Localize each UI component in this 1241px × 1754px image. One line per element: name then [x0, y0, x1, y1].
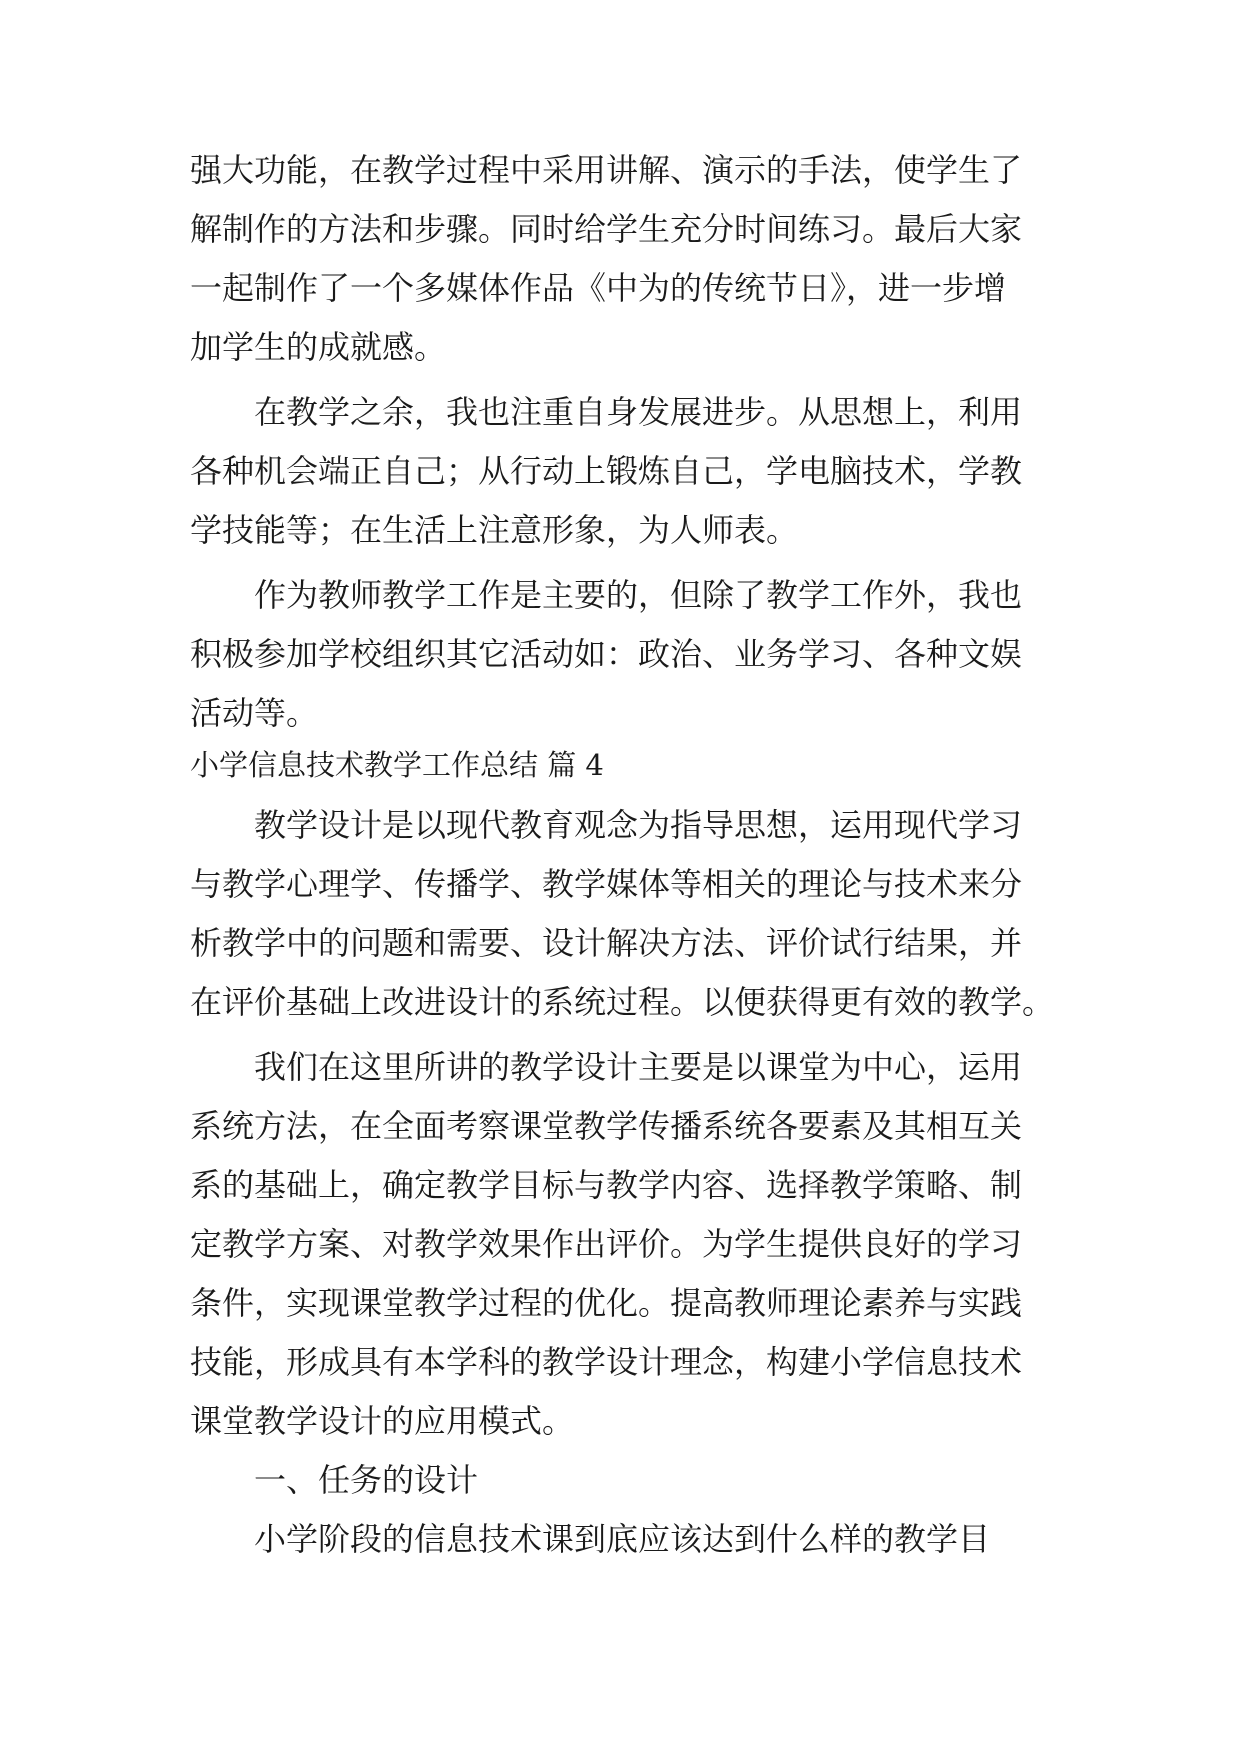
text-line: 条件，实现课堂教学过程的优化。提高教师理论素养与实践: [190, 1284, 1023, 1322]
text-line: 解制作的方法和步骤。同时给学生充分时间练习。最后大家: [190, 210, 1023, 248]
subheading: 一、任务的设计: [254, 1461, 479, 1499]
text-line: 作为教师教学工作是主要的，但除了教学工作外，我也: [254, 576, 1023, 614]
text-line: 在评价基础上改进设计的系统过程。以便获得更有效的教学。: [190, 983, 1055, 1021]
text-line: 积极参加学校组织其它活动如：政治、业务学习、各种文娱: [190, 635, 1023, 673]
text-line: 加学生的成就感。: [190, 328, 447, 366]
text-line: 学技能等；在生活上注意形象，为人师表。: [190, 511, 799, 549]
text-line: 一起制作了一个多媒体作品《中为的传统节日》，进一步增: [190, 269, 1007, 307]
text-line: 定教学方案、对教学效果作出评价。为学生提供良好的学习: [190, 1225, 1023, 1263]
text-line: 我们在这里所讲的教学设计主要是以课堂为中心，运用: [254, 1048, 1023, 1086]
text-line: 系的基础上，确定教学目标与教学内容、选择教学策略、制: [190, 1166, 1023, 1204]
text-line: 与教学心理学、传播学、教学媒体等相关的理论与技术来分: [190, 865, 1023, 903]
text-line: 技能，形成具有本学科的教学设计理念，构建小学信息技术: [190, 1343, 1023, 1381]
text-line: 系统方法，在全面考察课堂教学传播系统各要素及其相互关: [190, 1107, 1023, 1145]
text-line: 在教学之余，我也注重自身发展进步。从思想上，利用: [254, 393, 1023, 431]
text-line: 强大功能，在教学过程中采用讲解、演示的手法，使学生了: [190, 151, 1023, 189]
text-line: 课堂教学设计的应用模式。: [190, 1402, 575, 1440]
text-line: 析教学中的问题和需要、设计解决方法、评价试行结果，并: [190, 924, 1023, 962]
text-line: 各种机会端正自己；从行动上锻炼自己，学电脑技术，学教: [190, 452, 1023, 490]
text-line: 活动等。: [190, 694, 319, 732]
text-line: 小学阶段的信息技术课到底应该达到什么样的教学目: [254, 1520, 991, 1558]
section-heading: 小学信息技术教学工作总结 篇 4: [190, 748, 604, 782]
text-line: 教学设计是以现代教育观念为指导思想，运用现代学习: [254, 806, 1023, 844]
